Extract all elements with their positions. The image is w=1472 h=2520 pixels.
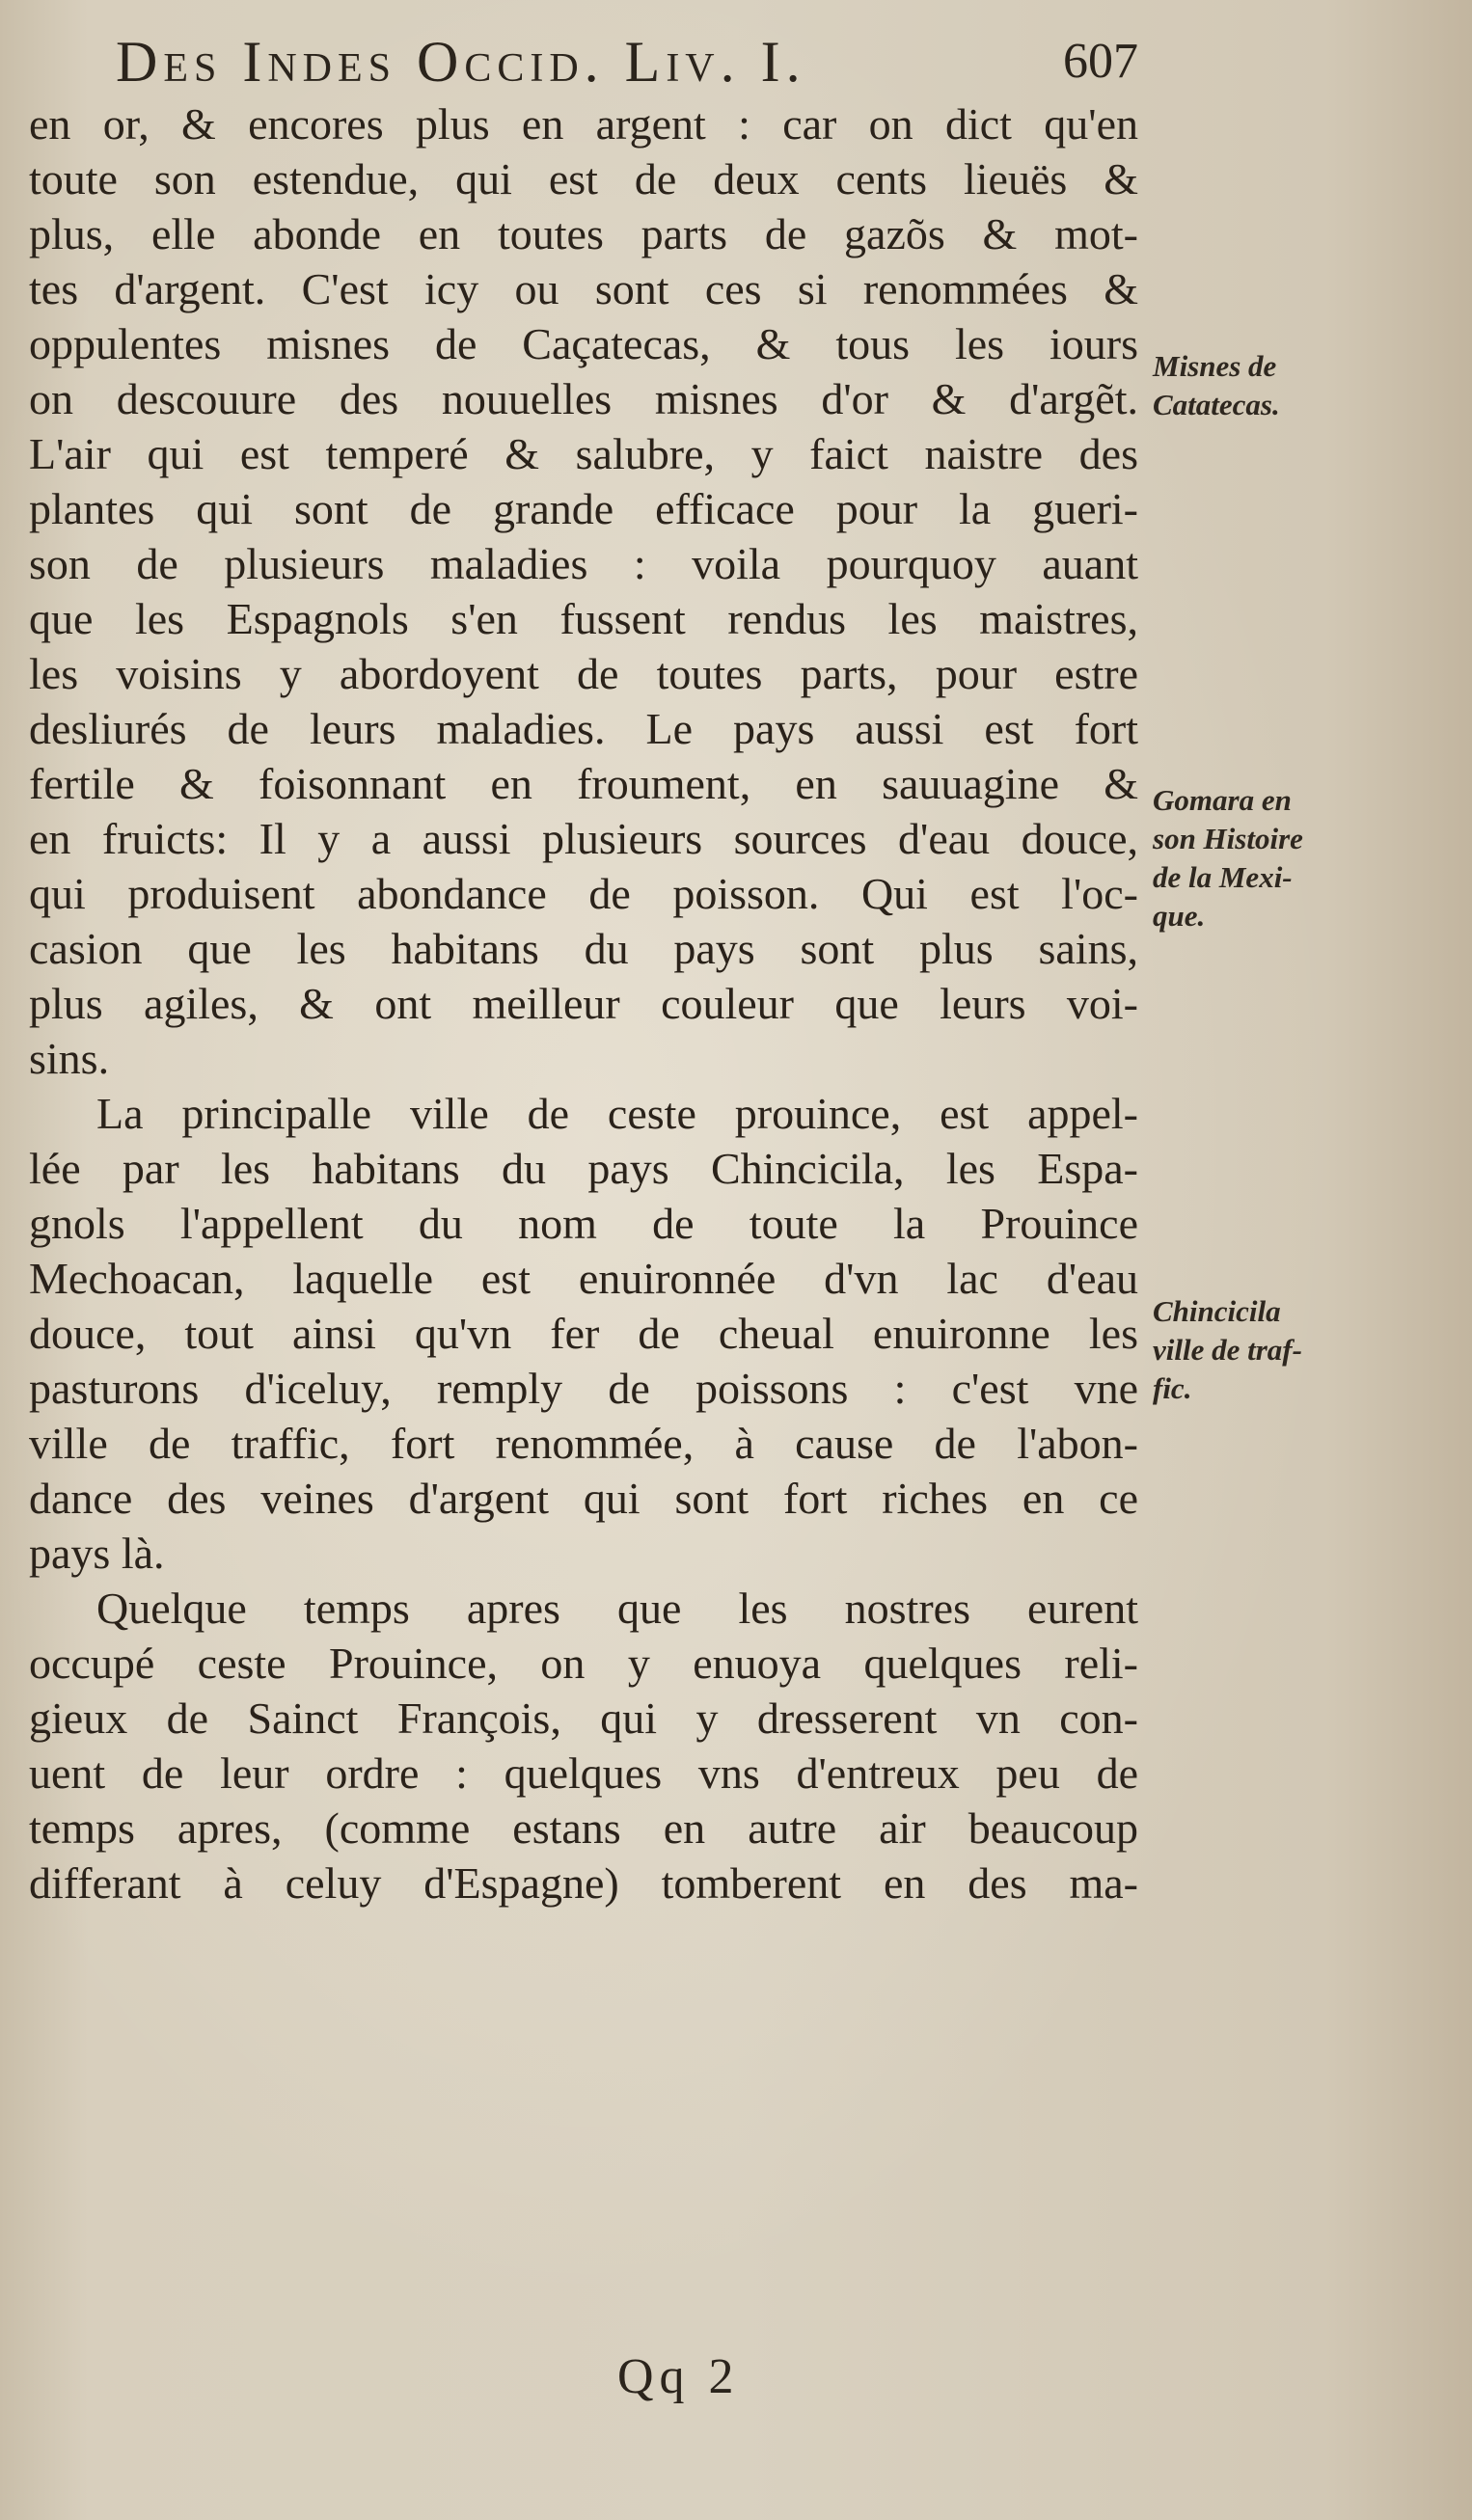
- text-line: plus, elle abonde en toutes parts de gazõs & mot-: [29, 209, 1138, 258]
- text-line: en or, & encores plus en argent : car on dict qu'en: [29, 99, 1138, 149]
- text-line: que les Espagnols s'en fussent rendus les maistres,: [29, 594, 1138, 643]
- text-line: fertile & foisonnant en froument, en sauuagine &: [29, 759, 1138, 808]
- note-line: Gomara en: [1153, 783, 1292, 817]
- paragraph-3: [29, 1581, 1138, 1910]
- text-line: dance des veines d'argent qui sont fort riches en ce: [29, 1474, 1138, 1523]
- note-line: Chincicila: [1153, 1294, 1281, 1328]
- text-line: les voisins y abordoyent de toutes parts, pour estre: [29, 649, 1138, 698]
- text-line: on descouure des nouuelles misnes d'or & d'argẽt.: [29, 374, 1138, 423]
- text-line: douce, tout ainsi qu'vn fer de cheual enuironne les: [29, 1309, 1138, 1358]
- signature-mark: Qq 2: [617, 2349, 740, 2404]
- text-line: toute son estendue, qui est de deux cents lieuës &: [29, 154, 1138, 203]
- text-line: La principalle ville de ceste prouince, est appel-: [96, 1089, 1138, 1138]
- text-line: plantes qui sont de grande efficace pour la gueri-: [29, 484, 1138, 533]
- text-line: temps apres, (comme estans en autre air beaucoup: [29, 1803, 1138, 1853]
- paragraph-1: [29, 96, 1138, 1086]
- text-line: lée par les habitans du pays Chincicila, les Espa-: [29, 1144, 1138, 1193]
- text-line: tes d'argent. C'est icy ou sont ces si renommées &: [29, 264, 1138, 313]
- page-number: 607: [1063, 34, 1138, 89]
- note-line: son Histoire: [1153, 822, 1303, 855]
- note-line: ville de traf-: [1153, 1333, 1302, 1367]
- body-text: [29, 96, 1138, 1910]
- margin-note-chincicila: [1153, 1292, 1442, 1408]
- text-line: casion que les habitans du pays sont plus sains,: [29, 924, 1138, 973]
- text-line: desliurés de leurs maladies. Le pays aussi est fort: [29, 704, 1138, 753]
- text-line: sins.: [29, 1034, 110, 1083]
- text-line: Quelque temps apres que les nostres eurent: [96, 1584, 1138, 1633]
- note-line: de la Mexi-: [1153, 860, 1293, 894]
- paragraph-2: [29, 1086, 1138, 1581]
- note-line: Misnes de: [1153, 349, 1277, 383]
- text-line: pasturons d'iceluy, remply de poissons : c'est vne: [29, 1364, 1138, 1413]
- page-header: [106, 29, 1138, 106]
- text-line: occupé ceste Prouince, on y enuoya quelques reli-: [29, 1639, 1138, 1688]
- text-line: qui produisent abondance de poisson. Qui est l'oc-: [29, 869, 1138, 918]
- text-line: gnols l'appellent du nom de toute la Prouince: [29, 1199, 1138, 1248]
- text-line: Mechoacan, laquelle est enuironnée d'vn lac d'eau: [29, 1254, 1138, 1303]
- text-line: gieux de Sainct François, qui y dresserent vn con-: [29, 1694, 1138, 1743]
- note-line: fic.: [1153, 1371, 1192, 1405]
- note-line: Catatecas.: [1153, 388, 1280, 421]
- text-line: son de plusieurs maladies : voila pourquoy auant: [29, 539, 1138, 588]
- text-line: plus agiles, & ont meilleur couleur que leurs voi-: [29, 979, 1138, 1028]
- margin-note-misnes: [1153, 347, 1442, 424]
- text-line: oppulentes misnes de Caçatecas, & tous les iours: [29, 319, 1138, 368]
- text-line: ville de traffic, fort renommée, à cause de l'abon-: [29, 1419, 1138, 1468]
- text-line: L'air qui est temperé & salubre, y faict naistre des: [29, 429, 1138, 478]
- running-head: Des Indes Occid. Liv. I.: [116, 30, 806, 94]
- margin-note-gomara: [1153, 781, 1442, 935]
- text-line: pays là.: [29, 1529, 165, 1578]
- text-line: differant à celuy d'Espagne) tomberent en des ma-: [29, 1858, 1138, 1908]
- text-line: uent de leur ordre : quelques vns d'entreux peu de: [29, 1748, 1138, 1798]
- text-line: en fruicts: Il y a aussi plusieurs sources d'eau douce,: [29, 814, 1138, 863]
- note-line: que.: [1153, 899, 1206, 933]
